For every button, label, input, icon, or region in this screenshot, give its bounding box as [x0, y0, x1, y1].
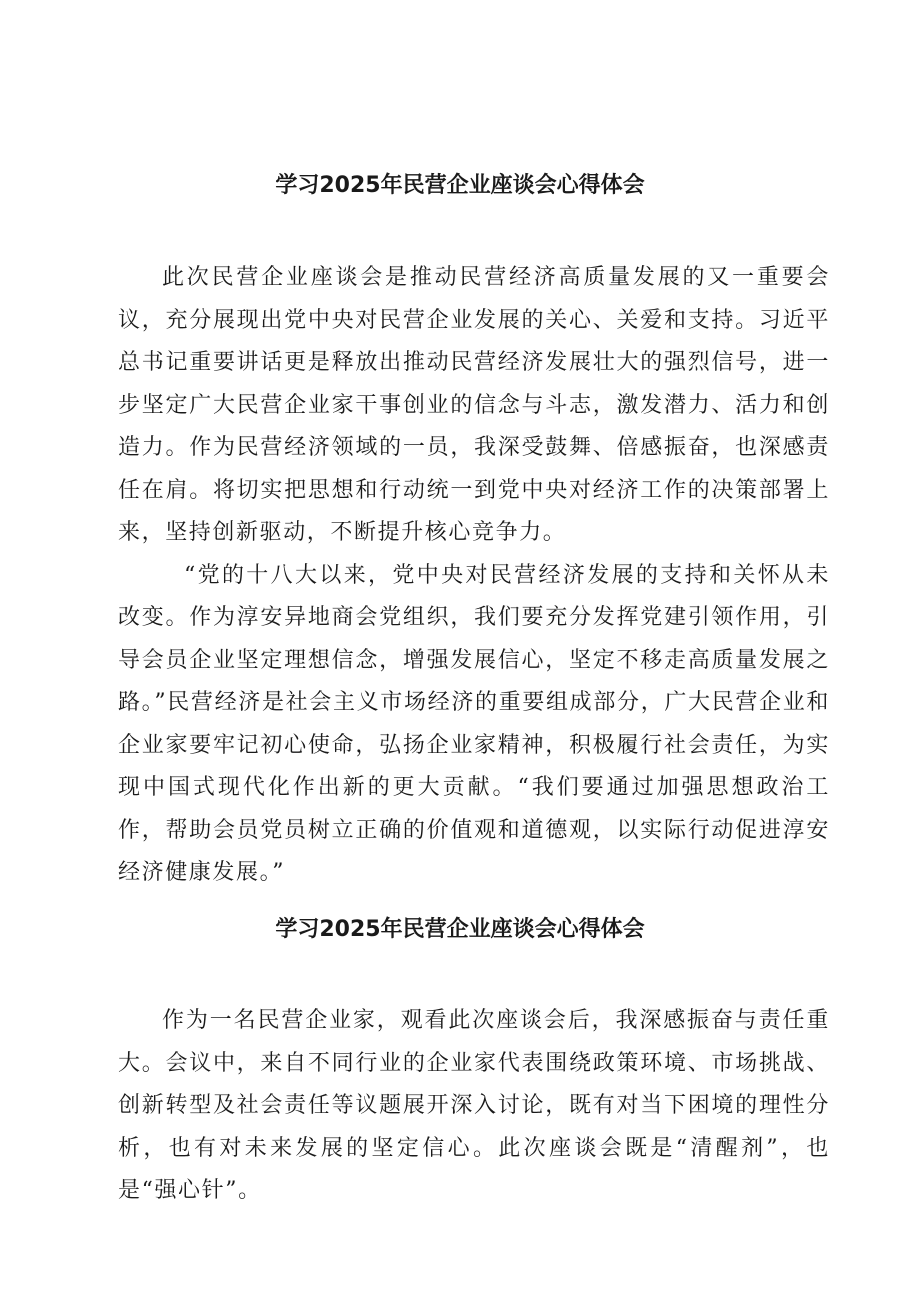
section-1-paragraph-2: “党的十八大以来，党中央对民营经济发展的支持和关怀从未改变。作为淳安异地商会党组织，我们要充分发挥党建引领作用，引导会员企业坚定理想信念，增强发展信心，坚定不移走高质量发展之路。”民营经济是社会主义市场经济的重要组成部分，广大民营企业和企业家要牢记初心使命，弘扬企业家精神，积极履行社会责任，为实现中国式现代化作出新的更大贡献。“我们要通过加强思想政治工作，帮助会员党员树立正确的价值观和道德观，以实际行动促进淳安经济健康发展。”: [118, 562, 830, 885]
section-2-title: 学习2025年民营企业座谈会心得体会: [275, 917, 645, 942]
section-1-body: [118, 257, 830, 895]
section-2-body: [118, 1000, 830, 1213]
section-1-paragraph-1: 此次民营企业座谈会是推动民营经济高质量发展的又一重要会议，充分展现出党中央对民营企业发展的关心、关爱和支持。习近平总书记重要讲话更是释放出推动民营经济发展壮大的强烈信号，进一步坚定广大民营企业家干事创业的信念与斗志，激发潜力、活力和创造力。作为民营经济领域的一员，我深受鼓舞、倍感振奋，也深感责任在肩。将切实把思想和行动统一到党中央对经济工作的决策部署上来，坚持创新驱动，不断提升核心竞争力。: [118, 265, 830, 545]
section-2-paragraph-1: 作为一名民营企业家，观看此次座谈会后，我深感振奋与责任重大。会议中，来自不同行业的企业家代表围绕政策环境、市场挑战、创新转型及社会责任等议题展开深入讨论，既有对当下困境的理性分析，也有对未来发展的坚定信心。此次座谈会既是“清醒剂”，也是“强心针”。: [118, 1008, 830, 1203]
section-1-title: 学习2025年民营企业座谈会心得体会: [275, 173, 645, 198]
